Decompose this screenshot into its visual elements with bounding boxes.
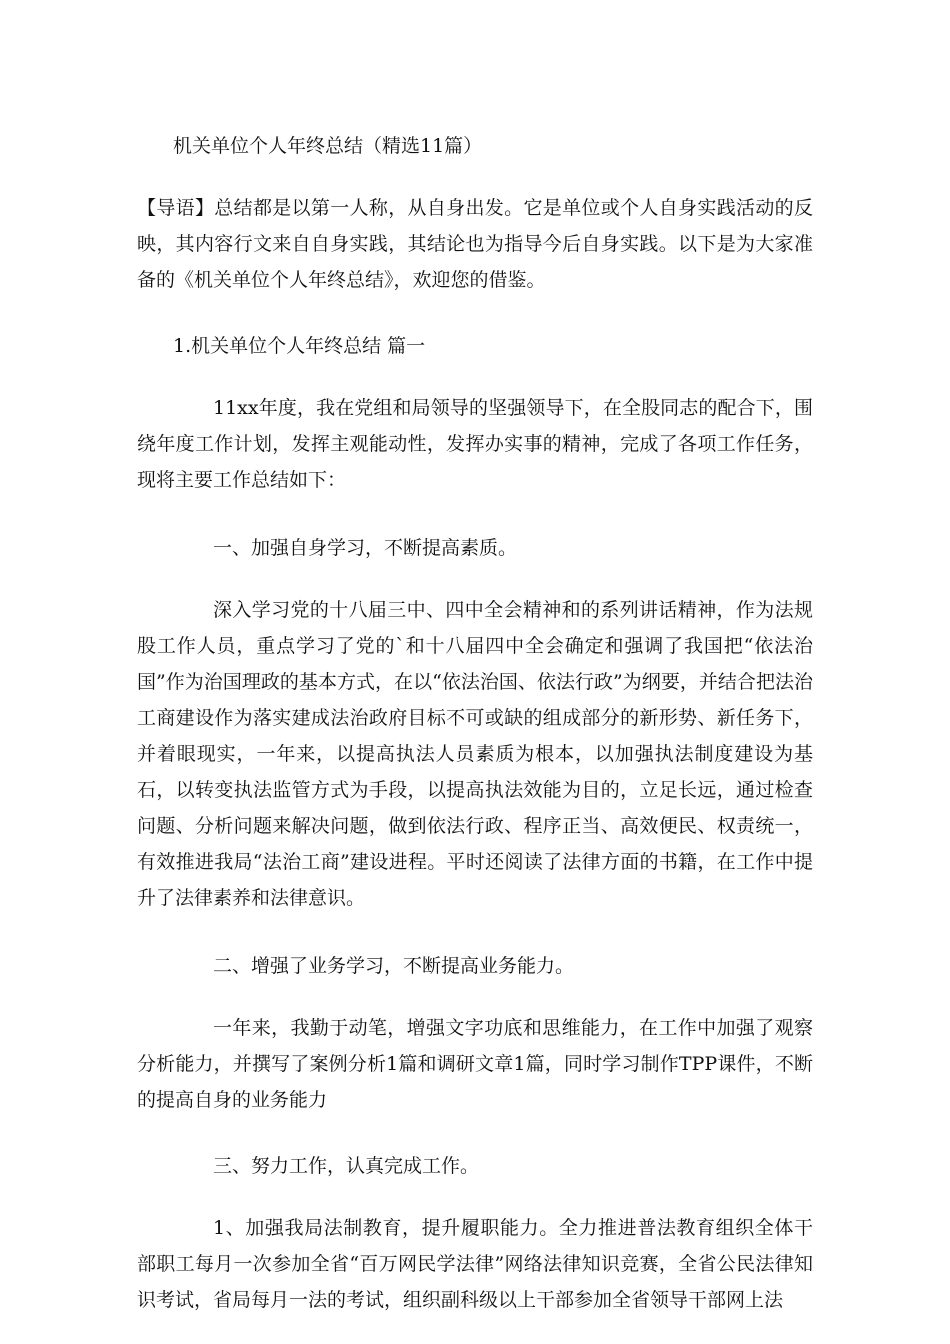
body-paragraph-4: 1、加强我局法制教育，提升履职能力。全力推进普法教育组织全体干部职工每月一次参加全省“百万网民学法律”网络法律知识竞赛，全省公民法律知识考试，省局每月一法的考试，组织副科级以上干部参加全省领导干部网上法 [137,1217,813,1311]
body-paragraph-2: 深入学习党的十八届三中、四中全会精神和的系列讲话精神，作为法规股工作人员，重点学习了党的`和十八届四中全会确定和强调了我国把“依法治国”作为治国理政的基本方式，在以“依法治国、依法行政”为纲要，并结合把法治工商建设作为落实建成法治政府目标不可或缺的组成部分的新形势、新任务下，并着眼现实，一年来，以提高执法人员素质为根本，以加强执法制度建设为基石，以转变执法监管方式为手段，以提高执法效能为目的，立足长远，通过检查问题、分析问题来解决问题，做到依法行政、程序正当、高效便民、权责统一，有效推进我局“法治工商”建设进程。平时还阅读了法律方面的书籍，在工作中提升了法律素养和法律意识。 [137,599,813,909]
subheading-3: 三、努力工作，认真完成工作。 [213,1155,480,1177]
body-paragraph-3: 一年来，我勤于动笔，增强文字功底和思维能力，在工作中加强了观察分析能力，并撰写了案例分析1篇和调研文章1篇，同时学习制作TPP课件，不断的提高自身的业务能力 [137,1017,813,1111]
document-content [137,128,813,1318]
body-paragraph-1: 11xx年度，我在党组和局领导的坚强领导下，在全股同志的配合下，围绕年度工作计划，发挥主观能动性，发挥办实事的精神，完成了各项工作任务，现将主要工作总结如下： [137,397,813,491]
document-title: 机关单位个人年终总结（精选11篇） [173,135,483,157]
subheading-1: 一、加强自身学习，不断提高素质。 [213,537,518,559]
subheading-2: 二、增强了业务学习，不断提高业务能力。 [213,955,575,977]
section-heading: 1.机关单位个人年终总结 篇一 [173,335,426,357]
intro-paragraph: 【导语】总结都是以第一人称，从自身出发。它是单位或个人自身实践活动的反映，其内容行文来自自身实践，其结论也为指导今后自身实践。以下是为大家准备的《机关单位个人年终总结》，欢迎您的借鉴。 [137,197,813,291]
